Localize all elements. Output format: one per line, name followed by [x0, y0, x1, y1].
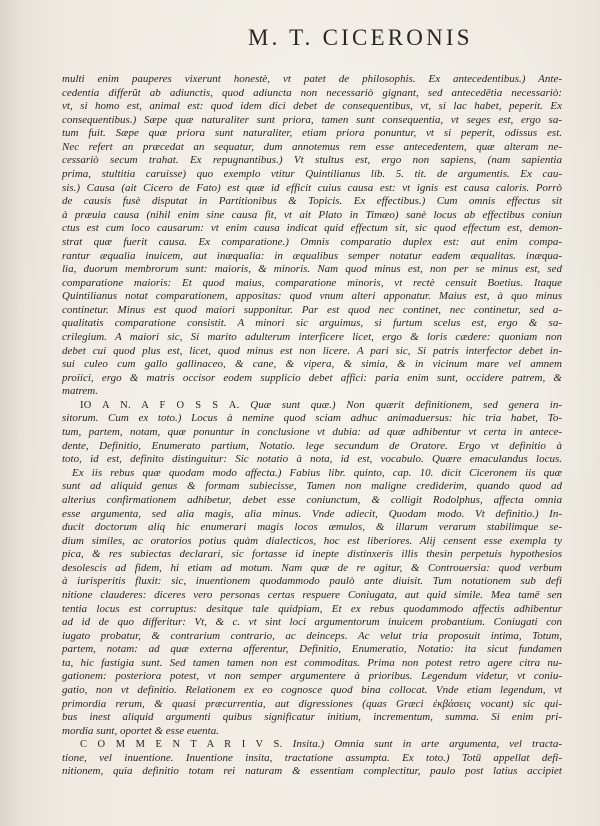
text-line: comparatione maioris: Et quod maius, comparatione minoris, vt rectè censuit Boetius. Itaque: [62, 276, 562, 289]
text-line: tum, partem, notam, quæ ponuntur in conclusione vt dubia: ad quæ adhibentur vt certa in antece-: [62, 426, 562, 439]
text-line: debet cui quod plus est, licet, quod minus est non licere. A pari sic, Si patris interfector debet in-: [62, 344, 562, 357]
text-line: cedentia differũt ab adiunctis, quod adiuncta non necessariò gignant, sed antecedētia necessariò:: [62, 86, 562, 99]
text-line: Nec refert an præcedat an sequatur, dum annotemus rem esse antecedentem, quæ alteram ne-: [62, 140, 562, 153]
text-line: ta, hic fastigia sunt. Sed tamen tamen non est commoditas. Prima non potest retro agere citra nu-: [62, 656, 562, 669]
text-line: alterius confirmationem adhibetur, debet esse coniunctum, & colligit Rodolphus, affecta omnia: [62, 493, 562, 506]
text-line: desolescis ad fidem, hi etiam ad motum. Nam quæ de re agitur, & Controuersia: quod verbum: [62, 561, 562, 574]
text-line: lia, duorum membrorum sunt: maioris, & minoris. Nam quod minus est, non per se minus est, sed: [62, 263, 562, 276]
text-line: prima, stultitia caruisse) quo exemplo vtitur Quintilianus lib. 5. tit. de argumentis. Ex cau-: [62, 168, 562, 181]
text-line: sunt ad aliquid genus & formam subiecisse, Tamen non maligne crediderim, quando quod ad: [62, 480, 562, 493]
running-head-title: M. T. CICERONIS: [248, 25, 473, 50]
text-line: rantur æqualia inuicem, aut inæqualia: in æqualibus semper notatur eadem æqualitas. inæqua-: [62, 249, 562, 262]
text-line: crilegium. A maiori sic, Si marito adulterum interficere licet, ergo & loris cædere: quoniam non: [62, 330, 562, 343]
text-line-with-heading: [62, 738, 562, 752]
text-line: gatio, non vt definitio. Relationem ex eo cognosce quod bina collocat. Vnde etiam legendum, vt: [62, 684, 562, 697]
text-line: pica, & res subiectas declarari, sic fortasse id inepte distinxeris illis thesin perpetuis hypothesios: [62, 548, 562, 561]
text-line: sitorum. Cum ex toto.) Locus à nemine quod sciam adhuc animaduersus: hic tria habet, To-: [62, 412, 562, 425]
text-line: tum fuit. Sæpe quæ priora sunt naturaliter, etiam priora ponuntur, vt si peperit, odissus est.: [62, 127, 562, 140]
text-line: tione, vel inuentione. Inuentione insita, tractatione assumpta. Ex toto.) Totū appellat defi-: [62, 751, 562, 764]
text-line: tentia locus est corruptus: desitque tale quidpiam, Et ex rebus quodammodo affectis adhibentur: [62, 602, 562, 615]
text-line: vt, si homo est, animal est: quod idem dici debet de consequentibus, vt, si lac habet, peperit. Ex: [62, 100, 562, 113]
text-line: dium similes, ac oratorios potius quàm dialecticos, hoc est liberiores. Alij censent esse exempla ty: [62, 534, 562, 547]
text-line: ctus est cum loco causarum: vt enim causa indicat quid effectum sit, sic quod effectum est, demon-: [62, 222, 562, 235]
text-line: Quintilianus notat comparationem, appositas: quod vnum alteri apponatur. Maius est, à quo minus: [62, 290, 562, 303]
text-line: qualitatis comparatione consistit. A minori sic arguimus, si furtum scelus est, ergo & sa-: [62, 317, 562, 330]
heading-line-text: Quæ sunt quæ.) Non quærit definitionem, sed genera in-: [250, 398, 563, 411]
text-line: cessariò secum trahat. Ex repugnantibus.) Vt stultus est, ergo non sapiens, (nam sapientia: [62, 154, 562, 167]
text-line: nitionem, quia definitio totam rei naturam & essentiam complectitur, paulo post latius accipiet: [62, 765, 562, 778]
text-line: primordia rerum, & quasi præcurrentia, aut digressiones (quas Græci ἐκβάσεις vocant) sic qui-: [62, 697, 562, 710]
text-line: dente, Definitio, Enumerato partium, Notatio. lege secundum de Oratore. Ergo vt definitio à: [62, 439, 562, 452]
text-line: esse argumenta, sed alia magis, alia minus. Vnde adiecit, Quodam modo. Vt definitio.) In-: [62, 507, 562, 520]
text-line: bus inest aliquid argumenti quibus significatur initium, incrementum, summa. Si enim pri-: [62, 711, 562, 724]
text-line: gationem: posteriora potest, vt non semper argumentere à prioribus. Legendum videtur, vt coniu-: [62, 670, 562, 683]
text-line: ducit doctorum aliq hic enumerari magis locos æmulos, & illarum verarum stabilimque se-: [62, 521, 562, 534]
text-line-with-heading: [62, 399, 562, 413]
heading-line-text: Insita.) Omnia sunt in arte argumenta, vel tracta-: [292, 738, 562, 751]
text-line: sis.) Causa (ait Cicero de Fato) est quæ id efficit cuius causa est: vt ignis est causa caloris. Porrò: [62, 181, 562, 194]
text-line: à præuia causa (nihil enim sine causa fit, vt ait Plato in Timæo) sanè locus ab effectibus coniun: [62, 208, 562, 221]
section-heading-ioan-a-fossa: IO A N. A F O S S A.: [80, 399, 240, 411]
text-line: toto, id est, definito distinguitur: Sic notatio à nota, id est, vocabulo. Quære emaculandus locus.: [62, 453, 562, 466]
text-line: nitione clauderes: diceres vero personas certas respuere Coniugata, aut quid simile. Mea tamē sen: [62, 588, 562, 601]
text-line: ad id de quo differitur: Vt, & c. vt sint loci argumentorum inuicem probantium. Coniugati con: [62, 616, 562, 629]
text-line: iugato probatur, & contrarium contrario, ac deinceps. Ac velut tria proposuit intima, Totum,: [62, 629, 562, 642]
text-line: à iurisperitis fluxit: sic, inuentionem quodammodo paulò ante diuisit. Tum notationem sub defi: [62, 575, 562, 588]
text-line: matrem.: [62, 385, 98, 398]
text-line: mordia sunt, oportet & esse euenta.: [62, 724, 219, 737]
text-line: Ex iis rebus quæ quodam modo affecta.) Fabius libr. quinto, cap. 10. dicit Ciceronem iis quæ: [72, 466, 562, 479]
text-line: consequentibus.) Sæpe quæ naturaliter sunt priora, tamen sunt consequentia, vt seges est, ergo sa-: [62, 113, 562, 126]
text-line: sui culeo cum gallo gallinaceo, & cane, & vipera, & simia, & in vicinum mare vel amnem: [62, 358, 562, 371]
text-line: partem, notam: ad quæ externa afferentur, Definitio, Enumeratio, Notatio: ita sicut fundamen: [62, 643, 562, 656]
text-line: de causis fusè disputat in Partitionibus & Topicis. Ex effectibus.) Cum omnis effectus sit: [62, 195, 562, 208]
section-heading-commentarius: C O M M E N T A R I V S.: [80, 739, 283, 751]
text-block: [62, 73, 562, 779]
text-line: multi enim pauperes vixerunt honestè, vt patet de philosophis. Ex antecedentibus.) Ante-: [62, 73, 562, 85]
text-line: continetur. Minus est quod maiori supponitur. Par est quod nec continet, nec continetur, sed a-: [62, 303, 562, 316]
text-line: proiici, ergo & matris occisor eodem supplicio debet affici: paria enim sunt, occidere patrem, &: [62, 371, 562, 384]
text-line: strat quæ fuerit causa. Ex comparatione.) Omnis comparatio duplex est: aut enim compa-: [62, 235, 562, 248]
